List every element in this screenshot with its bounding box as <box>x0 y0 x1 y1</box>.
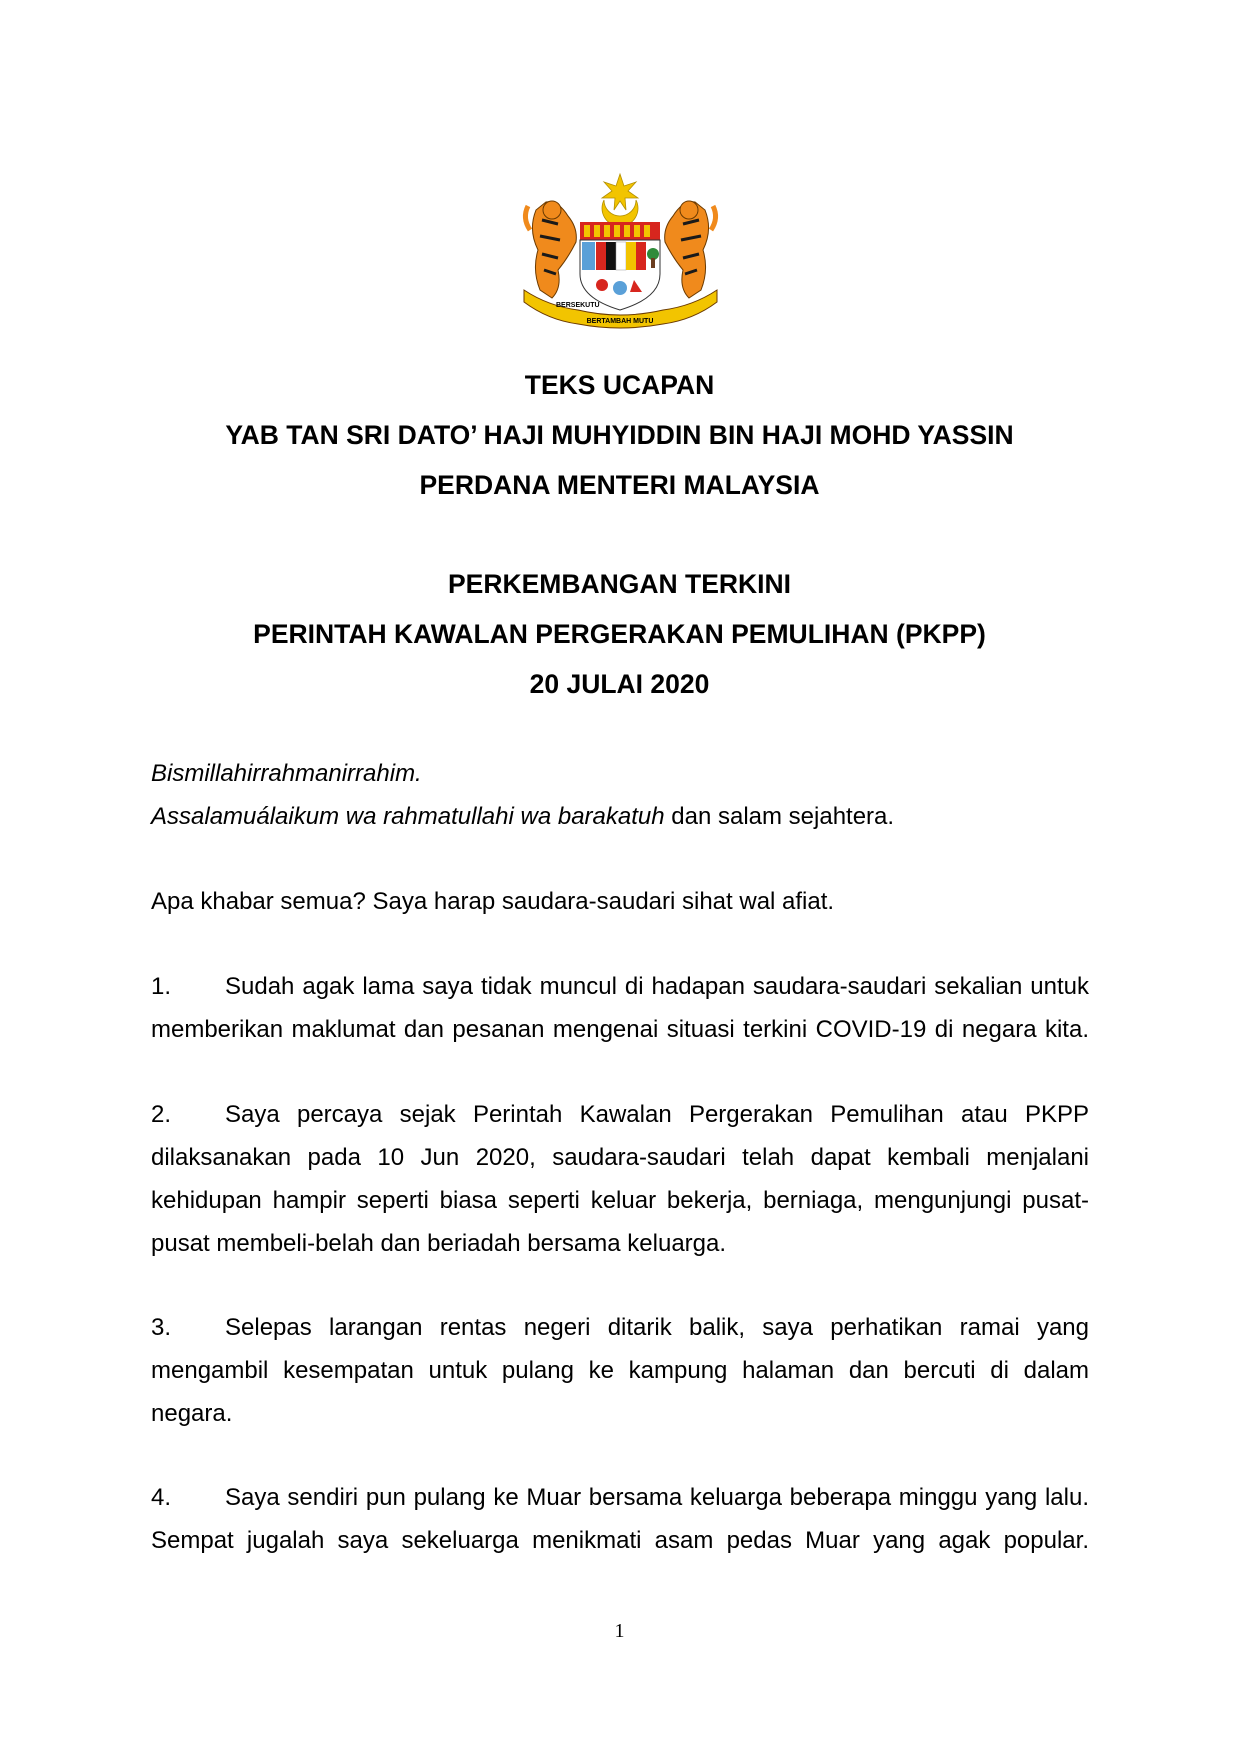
paragraph-number: 3. <box>151 1314 172 1341</box>
greeting-bismillah: Bismillahirrahmanirrahim. <box>151 760 422 787</box>
paragraph-line: Sempat jugalah saya sekeluarga menikmati asam pedas Muar yang agak popular. <box>151 1527 1089 1554</box>
paragraph-number: 4. <box>151 1484 172 1511</box>
paragraph-line: Sudah agak lama saya tidak muncul di hadapan saudara-saudari sekalian untuk <box>225 973 1089 1000</box>
paragraph-line: Selepas larangan rentas negeri ditarik balik, saya perhatikan ramai yang <box>225 1314 1089 1341</box>
header-line-3: PERDANA MENTERI MALAYSIA <box>419 470 820 500</box>
crest-motto-center: BERTAMBAH MUTU <box>586 318 654 325</box>
subheader-line-2: PERINTAH KAWALAN PERGERAKAN PEMULIHAN (PKPP) <box>253 619 986 649</box>
malaysia-coat-of-arms-icon <box>518 170 723 335</box>
paragraph-number: 2. <box>151 1101 172 1128</box>
paragraph-line: negara. <box>151 1400 233 1427</box>
greeting <box>151 752 1089 838</box>
header-line-1: TEKS UCAPAN <box>524 370 715 400</box>
paragraph-line: pusat membeli-belah dan beriadah bersama keluarga. <box>151 1230 727 1257</box>
paragraph-1 <box>151 965 1089 1051</box>
greeting-salam-rest: dan salam sejahtera. <box>664 803 895 830</box>
paragraph-line: Saya percaya sejak Perintah Kawalan Pergerakan Pemulihan atau PKPP <box>225 1101 1089 1128</box>
speech-header <box>120 360 1119 510</box>
paragraph-line: Saya sendiri pun pulang ke Muar bersama keluarga beberapa minggu yang lalu. <box>225 1484 1089 1511</box>
paragraph-line: memberikan maklumat dan pesanan mengenai situasi terkini COVID-19 di negara kita. <box>151 1016 1089 1043</box>
subheader-line-3: 20 JULAI 2020 <box>529 669 710 699</box>
paragraph-line: mengambil kesempatan untuk pulang ke kampung halaman dan bercuti di dalam <box>151 1357 1089 1384</box>
greeting-apa-khabar: Apa khabar semua? Saya harap saudara-saudari sihat wal afiat. <box>151 888 835 915</box>
paragraph-line: dilaksanakan pada 10 Jun 2020, saudara-saudari telah dapat kembali menjalani <box>151 1144 1089 1171</box>
header-line-2: YAB TAN SRI DATO’ HAJI MUHYIDDIN BIN HAJI MOHD YASSIN <box>225 420 1014 450</box>
subheader-line-1: PERKEMBANGAN TERKINI <box>447 569 792 599</box>
page-number: 1 <box>614 1620 625 1642</box>
greeting-question <box>151 880 1089 923</box>
crest-motto-left: BERSEKUTU <box>556 302 600 309</box>
speech-subheader <box>120 559 1119 709</box>
paragraph-4 <box>151 1476 1089 1562</box>
paragraph-number: 1. <box>151 973 172 1000</box>
paragraph-3 <box>151 1306 1089 1435</box>
greeting-salam-italic: Assalamuálaikum wa rahmatullahi wa barakatuh <box>151 803 665 830</box>
paragraph-line: kehidupan hampir seperti biasa seperti keluar bekerja, berniaga, mengunjungi pusat- <box>151 1187 1089 1214</box>
paragraph-2 <box>151 1093 1089 1265</box>
